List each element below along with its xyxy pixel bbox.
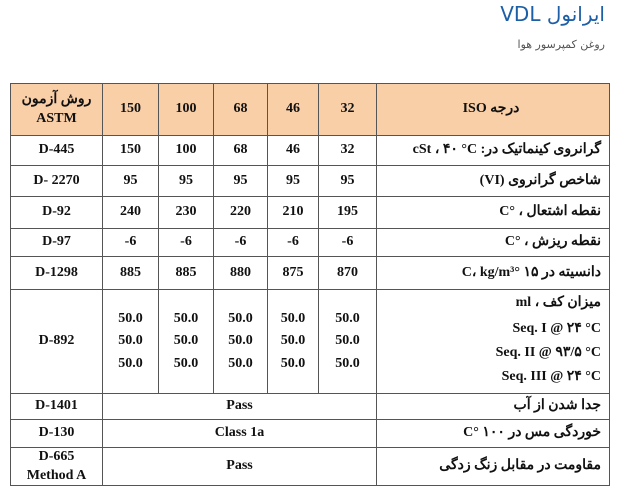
table-row (11, 229, 610, 257)
value-cell: 885 (159, 257, 214, 290)
page-subtitle: روغن کمپرسور هوا (517, 38, 605, 51)
astm-cell: D-1298 (11, 257, 103, 290)
value-cell: 150 (103, 136, 159, 166)
header-astm-label: روش آزمون (21, 92, 92, 108)
value-cell: 95 (103, 166, 159, 197)
table-row (11, 394, 610, 420)
header-prop: درجه ISO (377, 84, 610, 136)
value-cell: Pass (103, 448, 377, 486)
table-header (11, 84, 610, 136)
astm-cell: D-445 (11, 136, 103, 166)
property-cell: دانسیته در ۱۵ °C، kg/m³ (377, 257, 610, 290)
property-cell: شاخص گرانروی (VI) (377, 166, 610, 197)
value-cell: 95 (214, 166, 268, 197)
astm-cell: D-1401 (11, 394, 103, 420)
table-row (11, 166, 610, 197)
astm-cell: D-92 (11, 197, 103, 229)
value-cell: -6 (214, 229, 268, 257)
value-cell: 870 (319, 257, 377, 290)
value-cell: 50.0 50.0 50.0 (268, 290, 319, 394)
table-row (11, 420, 610, 448)
property-cell: جدا شدن از آب (377, 394, 610, 420)
property-cell: نقطه اشتعال ، °C (377, 197, 610, 229)
spec-table (10, 83, 610, 486)
value-cell: 32 (319, 136, 377, 166)
table-row (11, 448, 610, 486)
value-cell: 210 (268, 197, 319, 229)
header-grade: 100 (159, 84, 214, 136)
property-cell: نقطه ریزش ، °C (377, 229, 610, 257)
header-grade: 150 (103, 84, 159, 136)
value-cell: 230 (159, 197, 214, 229)
value-cell: 100 (159, 136, 214, 166)
value-cell: 50.0 50.0 50.0 (214, 290, 268, 394)
table-row (11, 197, 610, 229)
value-cell: 50.0 50.0 50.0 (319, 290, 377, 394)
property-cell: مقاومت در مقابل زنگ زدگی (377, 448, 610, 486)
astm-cell: D-892 (11, 290, 103, 394)
header-astm-label2: ASTM (36, 110, 77, 126)
value-cell: 46 (268, 136, 319, 166)
value-cell: 50.0 50.0 50.0 (159, 290, 214, 394)
astm-cell: D-130 (11, 420, 103, 448)
value-cell: 880 (214, 257, 268, 290)
table-row (11, 136, 610, 166)
foam-seq: Seq. I @ ۲۴ °C (512, 320, 601, 336)
foam-seq: Seq. III @ ۲۴ °C (501, 369, 601, 385)
value-cell: -6 (103, 229, 159, 257)
value-cell: 95 (159, 166, 214, 197)
value-cell: 220 (214, 197, 268, 229)
property-cell: گرانروی کینماتیک در: cSt ، ۴۰ °C (377, 136, 610, 166)
value-cell: 240 (103, 197, 159, 229)
astm-cell: D- 2270 (11, 166, 103, 197)
header-astm (11, 84, 103, 136)
header-grade: 46 (268, 84, 319, 136)
header-grade: 68 (214, 84, 268, 136)
property-cell: خوردگی مس در ۱۰۰ °C (377, 420, 610, 448)
value-cell: 885 (103, 257, 159, 290)
foam-label: میزان کف ، ml (515, 294, 601, 310)
value-cell: -6 (268, 229, 319, 257)
value-cell: -6 (159, 229, 214, 257)
value-cell: Class 1a (103, 420, 377, 448)
value-cell: 95 (268, 166, 319, 197)
page-title: ایرانول VDL (500, 2, 605, 26)
value-cell: Pass (103, 394, 377, 420)
value-cell: 875 (268, 257, 319, 290)
table-row-foam (11, 290, 610, 394)
astm-cell: D-97 (11, 229, 103, 257)
foam-seq: Seq. II @ ۹۳/۵ °C (495, 345, 601, 360)
value-cell: 50.0 50.0 50.0 (103, 290, 159, 394)
value-cell: -6 (319, 229, 377, 257)
value-cell: 95 (319, 166, 377, 197)
header-grade: 32 (319, 84, 377, 136)
property-cell (377, 290, 610, 394)
value-cell: 68 (214, 136, 268, 166)
value-cell: 195 (319, 197, 377, 229)
astm-cell: D-665 Method A (11, 448, 103, 486)
table-row (11, 257, 610, 290)
